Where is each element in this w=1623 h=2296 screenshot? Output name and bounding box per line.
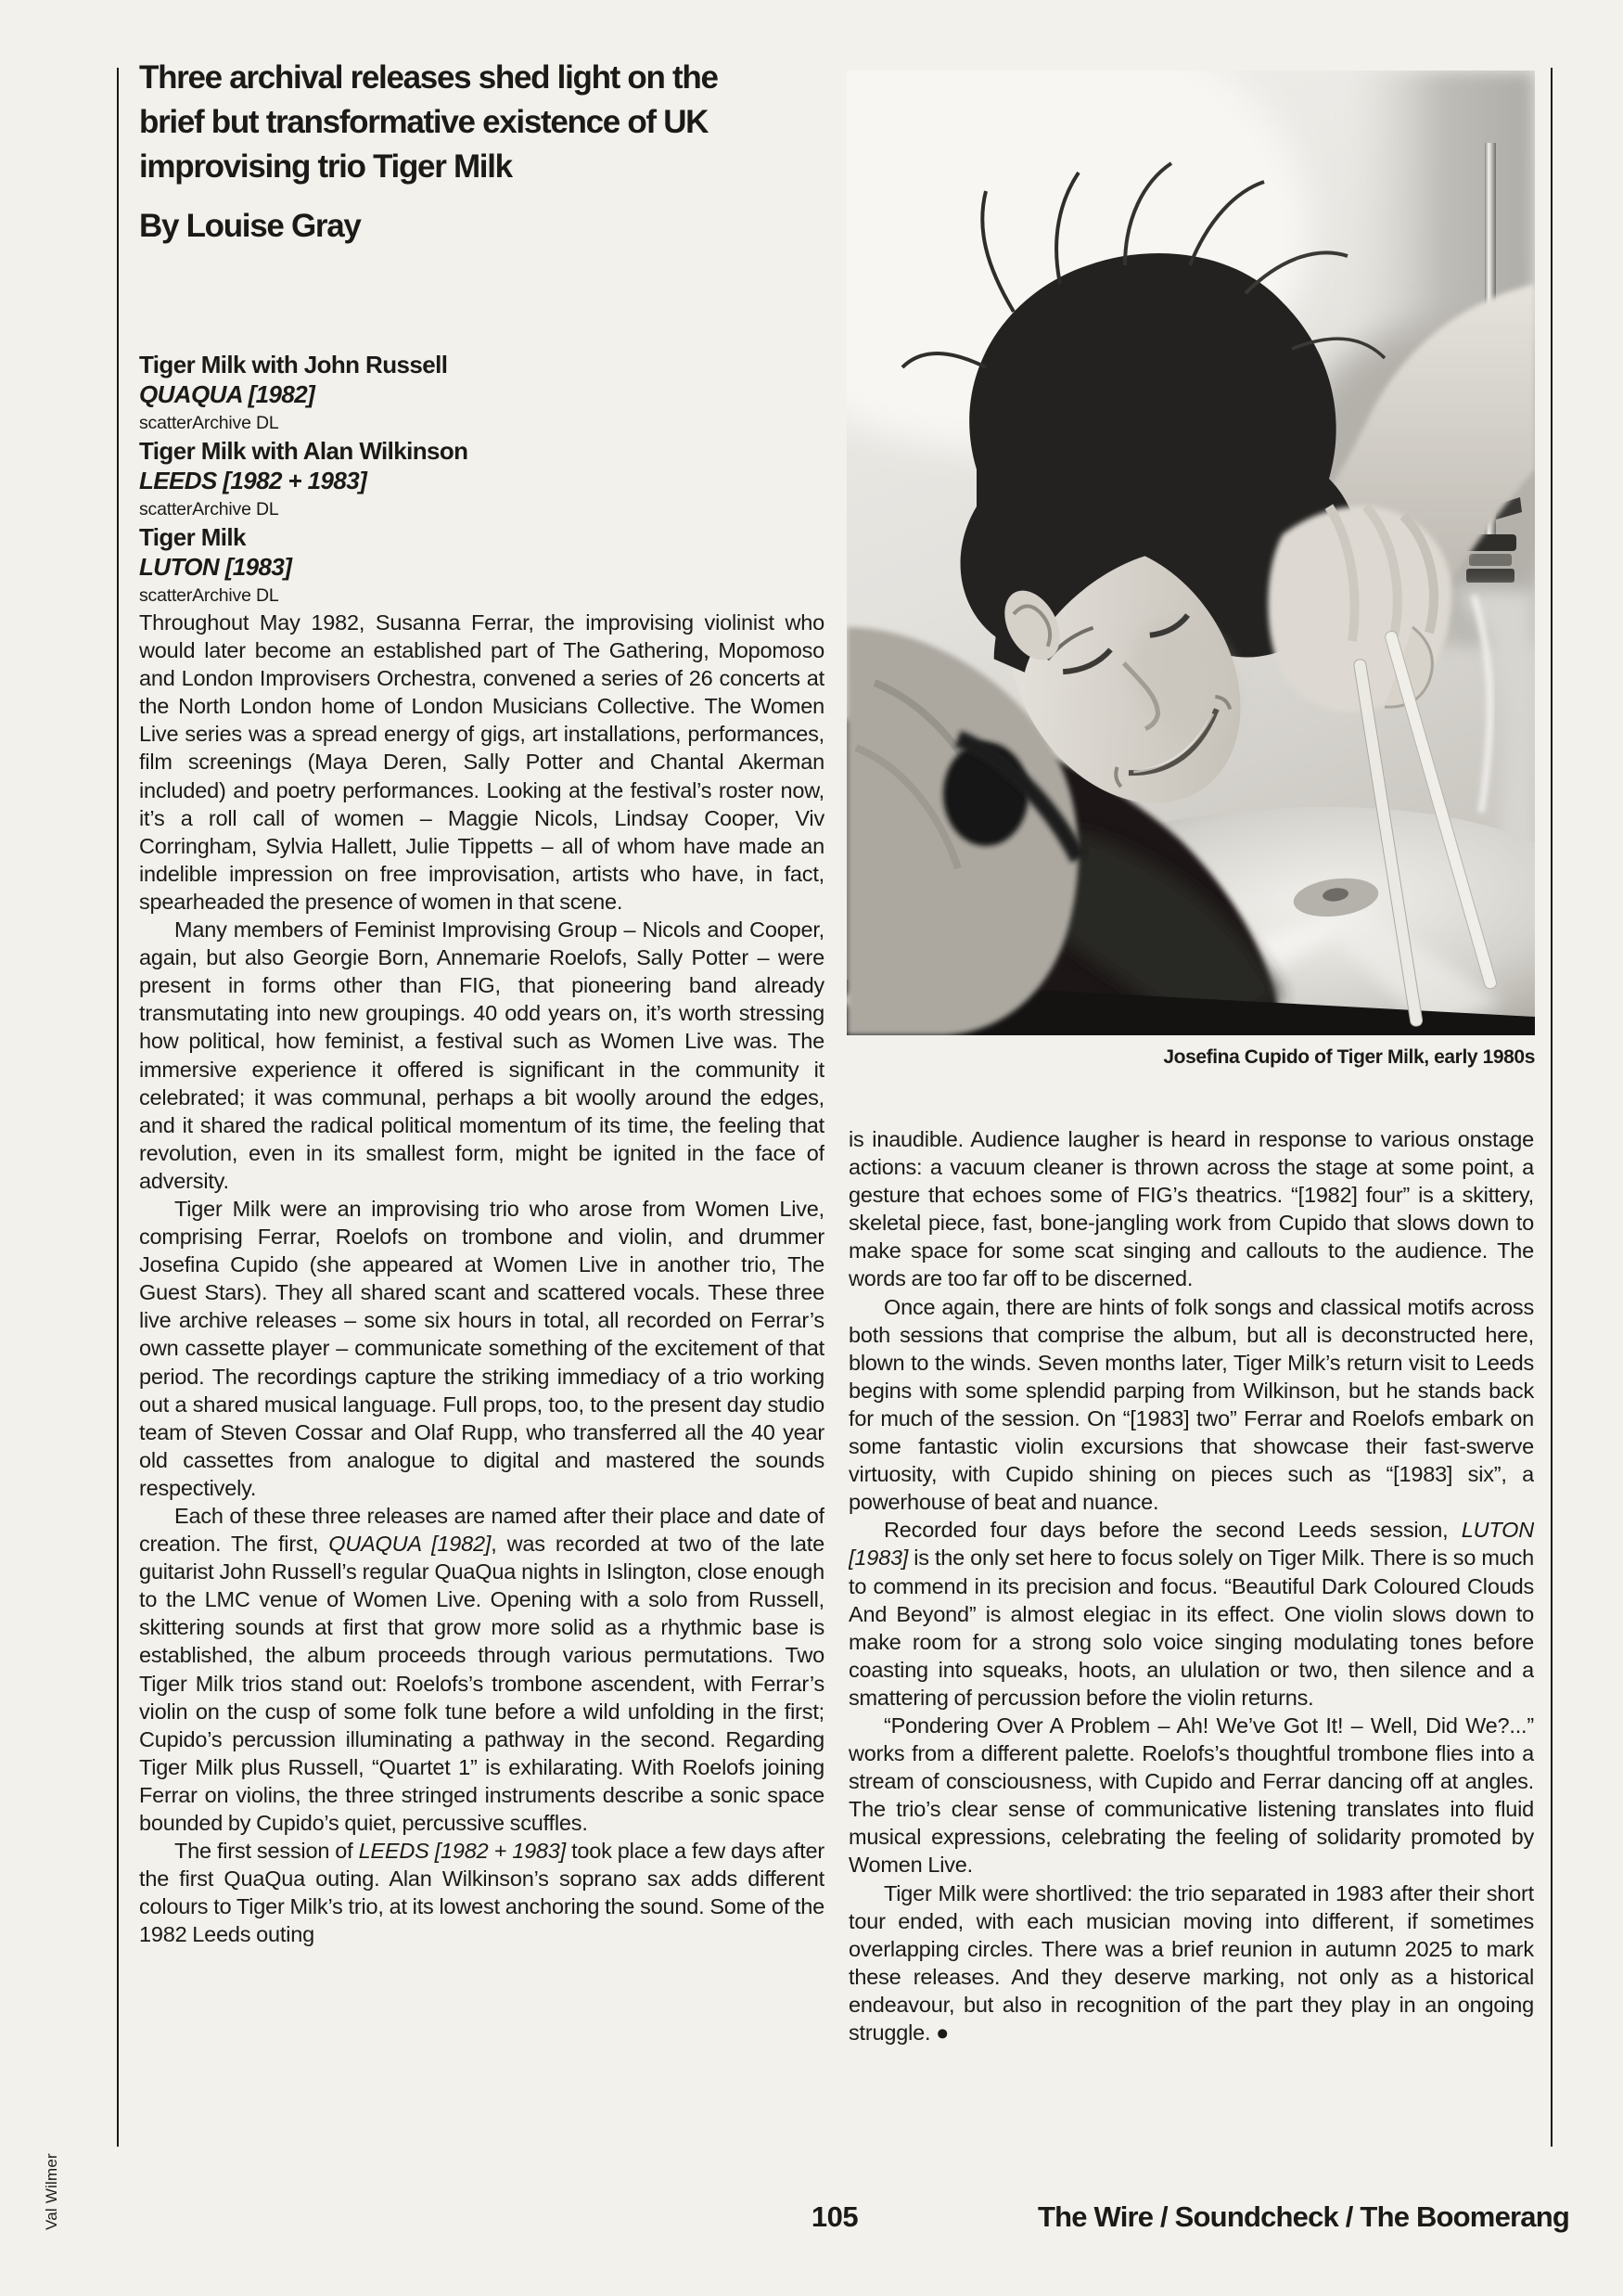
release-entry [139, 522, 825, 609]
paragraph-text: Recorded four days before the second Leeds session, [884, 1518, 1462, 1543]
article-paragraph [139, 1837, 824, 1948]
paragraph-text: is the only set here to focus solely on Tiger Milk. There is so much to commend in its precision and focus. “Beautiful Dark Coloured Clouds And Beyond” is almost elegiac in its effect. One violin slows down to make room for a strong solo voice singing modulating tones before coasting into squeaks, hoots, an ululation or two, then silence and a smattering of percussion before the violin returns. [849, 1546, 1534, 1710]
release-label: scatterArchive DL [139, 585, 279, 606]
photo-caption: Josefina Cupido of Tiger Milk, early 1980s [1163, 1046, 1535, 1068]
release-title: LUTON [1983] [139, 553, 292, 581]
article-paragraph [139, 1195, 824, 1502]
headline-line: improvising trio Tiger Milk [139, 148, 512, 185]
column-rule-left [117, 68, 119, 2147]
article-paragraph [139, 916, 824, 1195]
release-label: scatterArchive DL [139, 413, 279, 433]
article-paragraph [849, 1516, 1534, 1712]
paragraph-text: “Pondering Over A Problem – Ah! We’ve Got It! – Well, Did We?...” works from a different palette. Roelofs’s thoughtful trombone flies into a stream of consciousness, with Cupido and Ferrar dancing off at angles. The trio’s clear sense of communicative listening translates into fluid musical expressions, celebrating the feeling of solidarity promoted by Women Live. [849, 1712, 1534, 1878]
paragraph-text: Each of these three releases are named after their place and date of creation. The first, [139, 1504, 824, 1557]
paragraph-text: Tiger Milk were an improvising trio who arose from Women Live, comprising Ferrar, Roelofs on trombone and violin, and drummer Josefina Cupido (she appeared at Women Live in another trio, The Guest Stars). They all shared scant and scattered vocals. These three live archive releases – some six hours in total, all recorded on Ferrar’s own cassette player – communicate something of the excitement of that period. The recordings capture the striking immediacy of a trio working out a shared musical language. Full props, too, to the present day studio team of Steven Cossar and Olaf Rupp, who transferred all the 40 year old cassettes from analogue to digital and mastered the sounds respectively. [139, 1196, 824, 1500]
paragraph-text: Tiger Milk were shortlived: the trio separated in 1983 after their short tour ended, with each musician moving into different, if sometimes overlapping circles. There was a brief reunion in autumn 2025 to mark these releases. And they deserve marking, not only as a historical endeavour, but also in recognition of the part they play in an ongoing struggle. ● [849, 1880, 1534, 2045]
paragraph-text: Many members of Feminist Improvising Group – Nicols and Cooper, again, but also Georgie Born, Annemarie Roelofs, Sally Potter – were present in forms other than FIG, that pioneering band already transmutating into new groupings. 40 odd years on, it’s worth stressing how political, how feminist, a festival such as Women Live was. The immersive experience it offered is significant in the community it celebrated; it was communal, perhaps a bit woolly around the edges, and it shared the radical political momentum of its time, the feeling that revolution, even in its smallest form, might be ignited in the face of adversity. [139, 917, 824, 1193]
photo-credit: Val Wilmer [43, 2153, 60, 2230]
footer-publication: The Wire / Soundcheck / The Boomerang [1038, 2200, 1569, 2233]
article-paragraph [849, 1125, 1534, 1293]
album-title-reference: QUAQUA [1982] [328, 1532, 492, 1557]
column-rule-right [1551, 68, 1553, 2147]
release-artist: Tiger Milk with John Russell [139, 351, 448, 378]
paragraph-text: is inaudible. Audience laugher is heard in response to various onstage actions: a vacuum cleaner is thrown across the stage at some point, a gesture that echoes some of FIG’s theatrics. “[1982] four” is a skittery, skeletal piece, fast, bone-jangling work from Cupido that slows down to make space for some scat singing and callouts to the audience. The words are too far off to be discerned. [849, 1127, 1534, 1291]
article-paragraph [849, 1879, 1534, 2047]
article-paragraph [849, 1293, 1534, 1517]
headline-line: brief but transformative existence of UK [139, 104, 709, 140]
article-column-left [139, 609, 824, 2171]
release-title: QUAQUA [1982] [139, 380, 315, 408]
headline-line: Three archival releases shed light on the [139, 59, 718, 96]
album-title-reference: LEEDS [1982 + 1983] [358, 1839, 567, 1864]
release-entry [139, 436, 825, 522]
article-paragraph [139, 609, 824, 916]
release-entry [139, 350, 825, 436]
article-headline [139, 56, 844, 189]
album-title-reference: LUTON [1983] [849, 1518, 1534, 1571]
band-photo-illustration [847, 71, 1535, 1035]
page-number: 105 [811, 2200, 859, 2233]
paragraph-text: , was recorded at two of the late guitarist John Russell’s regular QuaQua nights in Islington, close enough to the LMC venue of Women Live. Opening with a solo from Russell, skittering sounds at first that grow more solid as a rhythmic base is established, the album proceeds through various permutations. Two Tiger Milk trios stand out: Roelofs’s trombone ascendent, with Ferrar’s violin on the cusp of some folk tune before a wild unfolding in the first; Cupido’s percussion illuminating a pathway in the second. Regarding Tiger Milk plus Russell, “Quartet 1” is exhilarating. With Roelofs joining Ferrar on violins, the three stringed instruments describe a sonic space bounded by Cupido’s quiet, percussive scuffles. [139, 1532, 824, 1836]
paragraph-text: The first session of [174, 1839, 359, 1864]
article-paragraph [849, 1712, 1534, 1879]
article-byline: By Louise Gray [139, 208, 361, 244]
band-photo [847, 71, 1535, 1035]
release-title: LEEDS [1982 + 1983] [139, 467, 367, 494]
release-label: scatterArchive DL [139, 499, 279, 519]
paragraph-text: Throughout May 1982, Susanna Ferrar, the improvising violinist who would later become an established part of The Gathering, Mopomoso and London Improvisers Orchestra, convened a series of 26 concerts at the North London home of London Musicians Collective. The Women Live series was a spread energy of gigs, art installations, performances, film screenings (Maya Deren, Sally Potter and Chantal Akerman included) and poetry performances. Looking at the festival’s roster now, it’s a roll call of women – Maggie Nicols, Lindsay Cooper, Viv Corringham, Sylvia Hallett, Julie Tippetts – all of whom have made an indelible impression on free improvisation, artists who have, in fact, spearheaded the presence of women in that scene. [139, 610, 824, 914]
release-artist: Tiger Milk with Alan Wilkinson [139, 437, 468, 465]
paragraph-text: took place a few days after the first QuaQua outing. Alan Wilkinson’s soprano sax adds different colours to Tiger Milk’s trio, at its lowest anchoring the sound. Some of the 1982 Leeds outing [139, 1839, 824, 1947]
article-column-right [849, 1125, 1534, 2172]
release-artist: Tiger Milk [139, 523, 246, 551]
release-list [139, 350, 825, 609]
paragraph-text: Once again, there are hints of folk songs and classical motifs across both sessions that comprise the album, but all is deconstructed here, blown to the winds. Seven months later, Tiger Milk’s return visit to Leeds begins with some splendid parping from Wilkinson, but he stands back for much of the session. On “[1983] two” Ferrar and Roelofs embark on some fantastic violin excursions that showcase their fast-swerve virtuosity, with Cupido shining on pieces such as “[1983] six”, a powerhouse of beat and nuance. [849, 1294, 1534, 1515]
article-paragraph [139, 1502, 824, 1837]
